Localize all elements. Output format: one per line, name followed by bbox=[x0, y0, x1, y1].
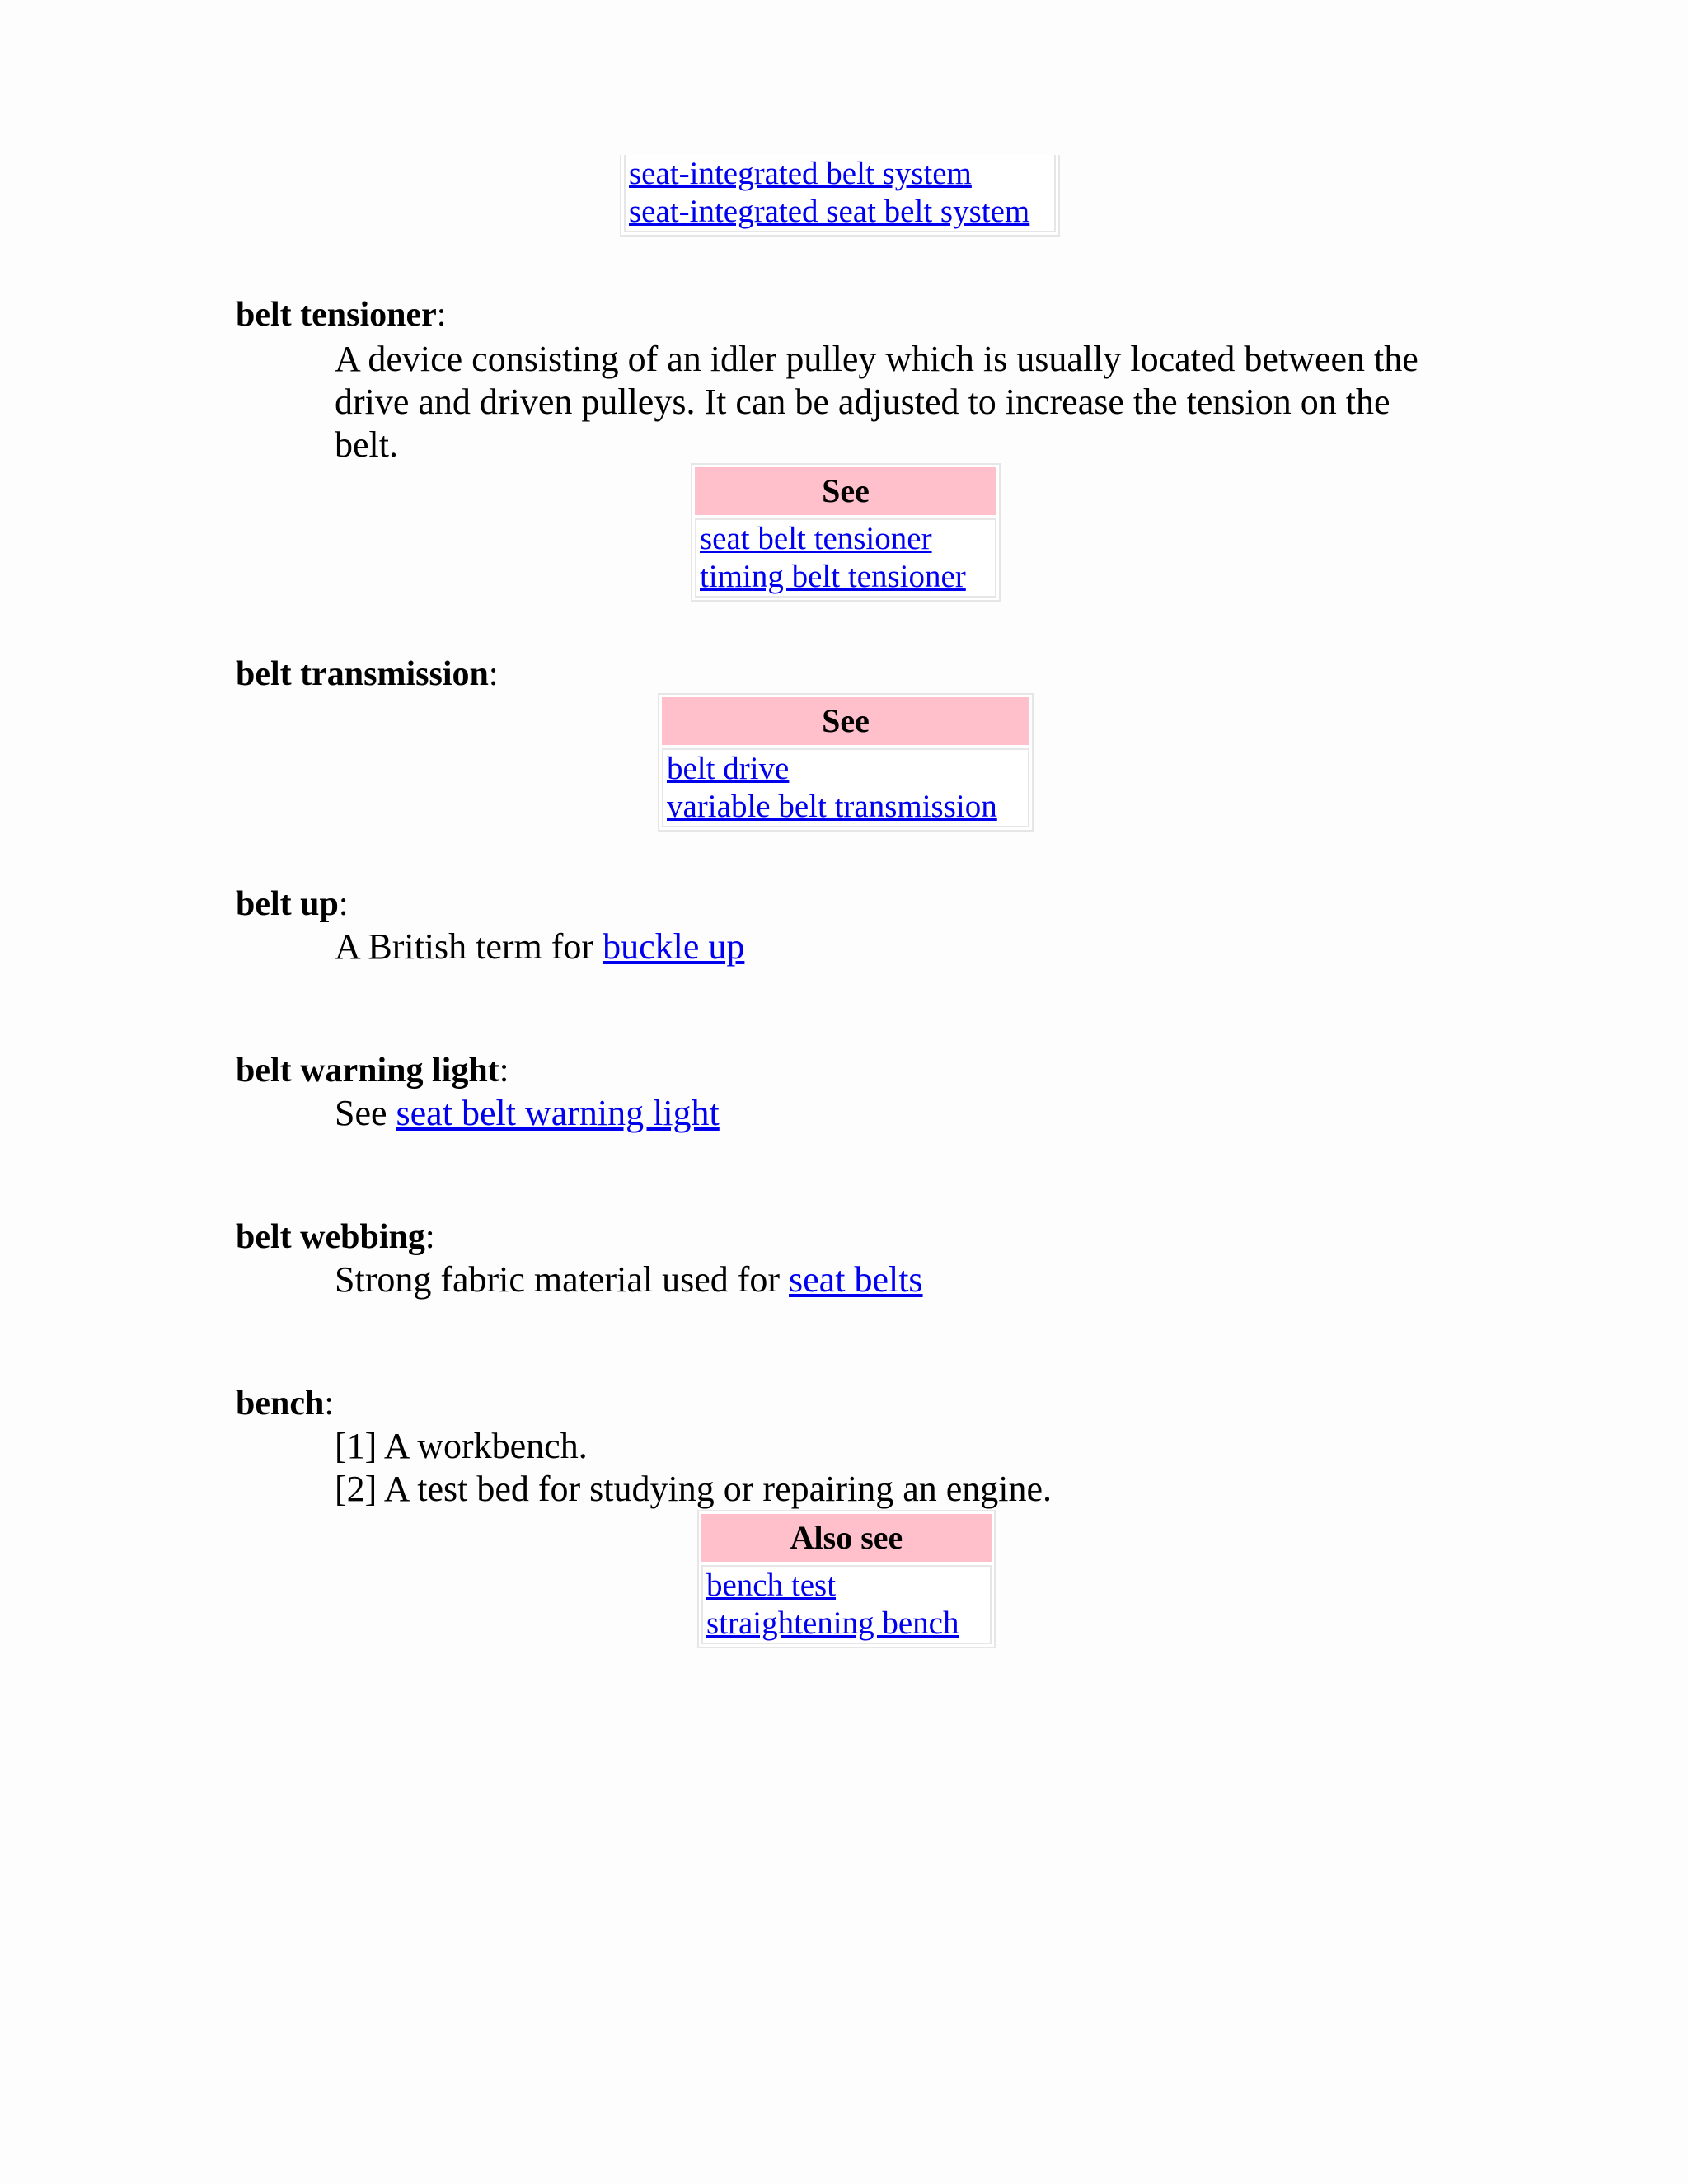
definition-belt-warning-light bbox=[335, 1092, 720, 1135]
term-belt-up bbox=[236, 883, 349, 926]
link-seat-integrated-seat-belt-system[interactable]: seat-integrated seat belt system bbox=[629, 194, 1030, 229]
link-bench-test[interactable]: bench test bbox=[706, 1568, 837, 1603]
definition-line: drive and driven pulleys. It can be adjusted to increase the tension on the bbox=[335, 382, 1390, 422]
term-title: belt warning light bbox=[236, 1052, 499, 1090]
term-colon: : bbox=[324, 1385, 335, 1422]
link-belt-drive[interactable]: belt drive bbox=[667, 751, 790, 786]
term-bench bbox=[236, 1382, 334, 1425]
definition-text: Strong fabric material used for bbox=[335, 1259, 790, 1300]
link-seat-belt-warning-light[interactable]: seat belt warning light bbox=[396, 1093, 720, 1133]
see-box-belt-tensioner bbox=[691, 463, 1001, 602]
link-seat-belt-tensioner[interactable]: seat belt tensioner bbox=[700, 521, 932, 556]
term-colon: : bbox=[488, 655, 499, 693]
also-see-box-title: Also see bbox=[701, 1514, 992, 1562]
definition-belt-up bbox=[335, 926, 744, 968]
link-timing-belt-tensioner[interactable]: timing belt tensioner bbox=[700, 559, 966, 594]
see-box-links bbox=[662, 748, 1029, 827]
see-box-continued bbox=[620, 155, 1060, 237]
term-belt-warning-light bbox=[236, 1049, 509, 1092]
term-colon: : bbox=[424, 1218, 435, 1256]
see-box-title: See bbox=[662, 697, 1029, 745]
link-buckle-up[interactable]: buckle up bbox=[603, 926, 745, 967]
term-belt-tensioner bbox=[236, 293, 446, 336]
definition-text: A British term for bbox=[335, 926, 603, 967]
term-title: bench bbox=[236, 1385, 325, 1422]
term-colon: : bbox=[436, 296, 447, 334]
definition-line: [2] A test bed for studying or repairing an engine. bbox=[335, 1469, 1053, 1509]
definition-line: [1] A workbench. bbox=[335, 1426, 588, 1466]
term-belt-transmission bbox=[236, 653, 499, 696]
term-title: belt transmission bbox=[236, 655, 489, 693]
term-title: belt webbing bbox=[236, 1218, 425, 1256]
term-title: belt up bbox=[236, 885, 339, 923]
term-colon: : bbox=[499, 1052, 509, 1090]
definition-belt-tensioner bbox=[335, 338, 1418, 466]
see-box-title: See bbox=[695, 467, 996, 515]
term-title: belt tensioner bbox=[236, 296, 437, 334]
see-box-links bbox=[695, 518, 996, 598]
definition-bench bbox=[335, 1425, 1052, 1511]
link-seat-belts[interactable]: seat belts bbox=[789, 1259, 923, 1300]
term-colon: : bbox=[338, 885, 349, 923]
see-box-links bbox=[624, 155, 1056, 232]
link-straightening-bench[interactable]: straightening bench bbox=[706, 1605, 959, 1641]
see-box-belt-transmission bbox=[658, 693, 1034, 832]
term-belt-webbing bbox=[236, 1216, 435, 1258]
link-variable-belt-transmission[interactable]: variable belt transmission bbox=[667, 789, 997, 824]
definition-line: A device consisting of an idler pulley which is usually located between the bbox=[335, 339, 1418, 379]
definition-text: See bbox=[335, 1093, 396, 1133]
also-see-box-bench bbox=[697, 1510, 996, 1648]
link-seat-integrated-belt-system[interactable]: seat-integrated belt system bbox=[629, 156, 972, 191]
definition-line: belt. bbox=[335, 424, 398, 465]
definition-belt-webbing bbox=[335, 1258, 923, 1301]
also-see-box-links bbox=[701, 1565, 992, 1644]
